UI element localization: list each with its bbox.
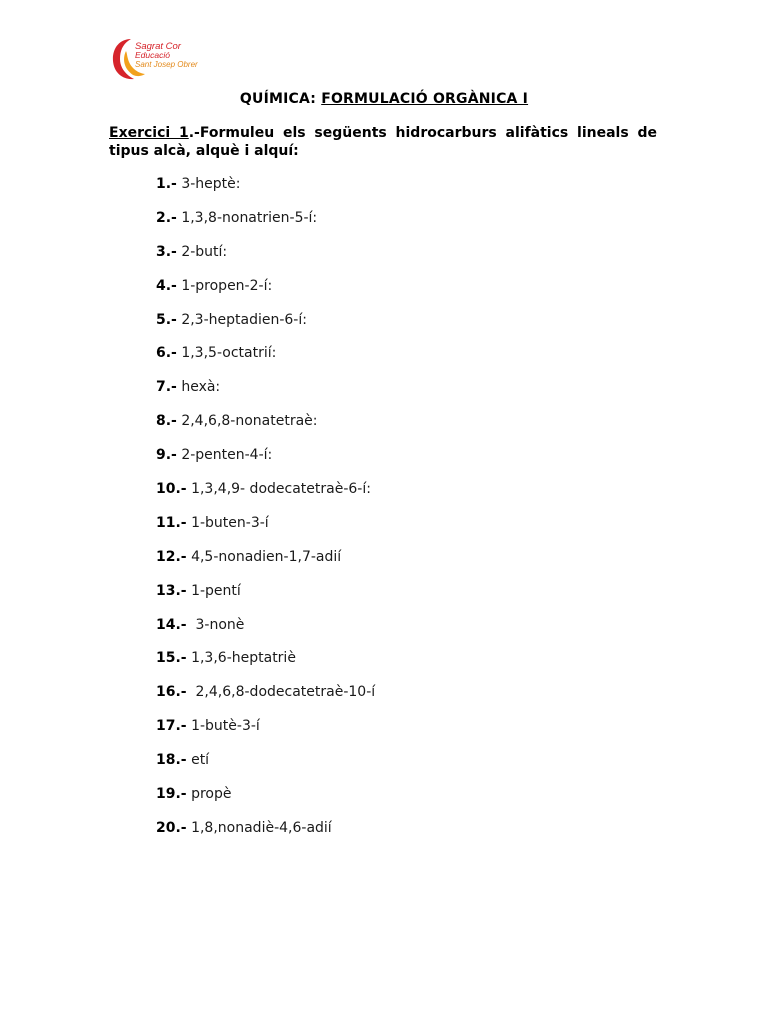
exercise-compound-name: 3-heptè: xyxy=(176,176,241,192)
exercise-number: 9.- xyxy=(156,447,177,464)
exercise-number: 16.- xyxy=(156,684,187,701)
list-item xyxy=(156,683,375,717)
exercise-number: 10.- xyxy=(156,481,187,498)
exercise-compound-name: 2,4,6,8-nonatetraè: xyxy=(176,413,318,430)
exercise-number: 13.- xyxy=(156,582,187,599)
exercise-number: 5.- xyxy=(156,311,177,328)
list-item xyxy=(156,616,375,650)
list-item xyxy=(156,344,375,378)
exercise-compound-name: 1-buten-3-í xyxy=(186,514,269,531)
exercise-compound-name: 1-butè-3-í xyxy=(186,718,260,735)
list-item xyxy=(156,785,375,819)
list-item xyxy=(156,243,375,277)
list-item xyxy=(156,480,375,514)
logo-line-3: Sant Josep Obrer xyxy=(135,60,198,69)
exercise-list xyxy=(156,175,375,853)
exercise-compound-name: 2,3-heptadien-6-í: xyxy=(176,311,307,328)
list-item xyxy=(156,311,375,345)
exercise-compound-name: 2,4,6,8-dodecatetraè-10-í xyxy=(186,684,376,701)
exercise-number: 15.- xyxy=(156,650,187,667)
title-underlined: FORMULACIÓ ORGÀNICA I xyxy=(321,91,529,107)
exercise-compound-name: hexà: xyxy=(176,379,221,396)
exercise-compound-name: etí xyxy=(186,752,210,769)
exercise-compound-name: 4,5-nonadien-1,7-adií xyxy=(186,548,342,565)
logo-line-1: Sagrat Cor xyxy=(135,41,181,52)
exercise-number: 14.- xyxy=(156,616,187,633)
exercise-number: 6.- xyxy=(156,345,177,362)
exercise-compound-name: 2-penten-4-í: xyxy=(176,447,273,464)
document-title xyxy=(0,91,768,107)
list-item xyxy=(156,277,375,311)
exercise-compound-name: 1-propen-2-í: xyxy=(176,277,273,294)
list-item xyxy=(156,209,375,243)
list-item xyxy=(156,717,375,751)
exercise-number: 7.- xyxy=(156,379,177,396)
list-item xyxy=(156,446,375,480)
exercise-number: 11.- xyxy=(156,514,187,531)
school-logo xyxy=(109,35,209,85)
exercise-number: 1.- xyxy=(156,176,177,192)
list-item xyxy=(156,175,375,209)
exercise-compound-name: 2-butí: xyxy=(176,243,228,260)
exercise-number: 18.- xyxy=(156,752,187,769)
logo-wordmark xyxy=(135,42,198,69)
list-item xyxy=(156,548,375,582)
logo-line-2: Educació xyxy=(135,50,170,60)
list-item xyxy=(156,751,375,785)
list-item xyxy=(156,649,375,683)
exercise-compound-name: 1,8,nonadiè-4,6-adií xyxy=(186,819,332,836)
exercise-compound-name: 1,3,6-heptatriè xyxy=(186,650,296,667)
exercise-number: 17.- xyxy=(156,718,187,735)
exercise-compound-name: 1,3,5-octatrií: xyxy=(176,345,277,362)
exercise-compound-name: 1-pentí xyxy=(186,582,241,599)
exercise-instruction-text: .-Formuleu els següents hidrocarburs alifàtics lineals de tipus alcà, alquè i alquí: xyxy=(109,125,657,159)
exercise-number: 12.- xyxy=(156,548,187,565)
exercise-compound-name: 3-nonè xyxy=(186,616,245,633)
exercise-number: 20.- xyxy=(156,819,187,836)
exercise-number: 2.- xyxy=(156,209,177,226)
exercise-number: 3.- xyxy=(156,243,177,260)
list-item xyxy=(156,819,375,853)
list-item xyxy=(156,582,375,616)
title-prefix: QUÍMICA: xyxy=(239,91,322,107)
list-item xyxy=(156,412,375,446)
exercise-compound-name: 1,3,4,9- dodecatetraè-6-í: xyxy=(186,481,371,498)
exercise-number: 19.- xyxy=(156,786,187,803)
list-item xyxy=(156,378,375,412)
list-item xyxy=(156,514,375,548)
exercise-number: 4.- xyxy=(156,277,177,294)
exercise-instructions xyxy=(109,124,657,160)
exercise-compound-name: propè xyxy=(186,786,232,803)
exercise-label: Exercici 1 xyxy=(109,125,189,141)
exercise-compound-name: 1,3,8-nonatrien-5-í: xyxy=(176,209,318,226)
exercise-number: 8.- xyxy=(156,413,177,430)
